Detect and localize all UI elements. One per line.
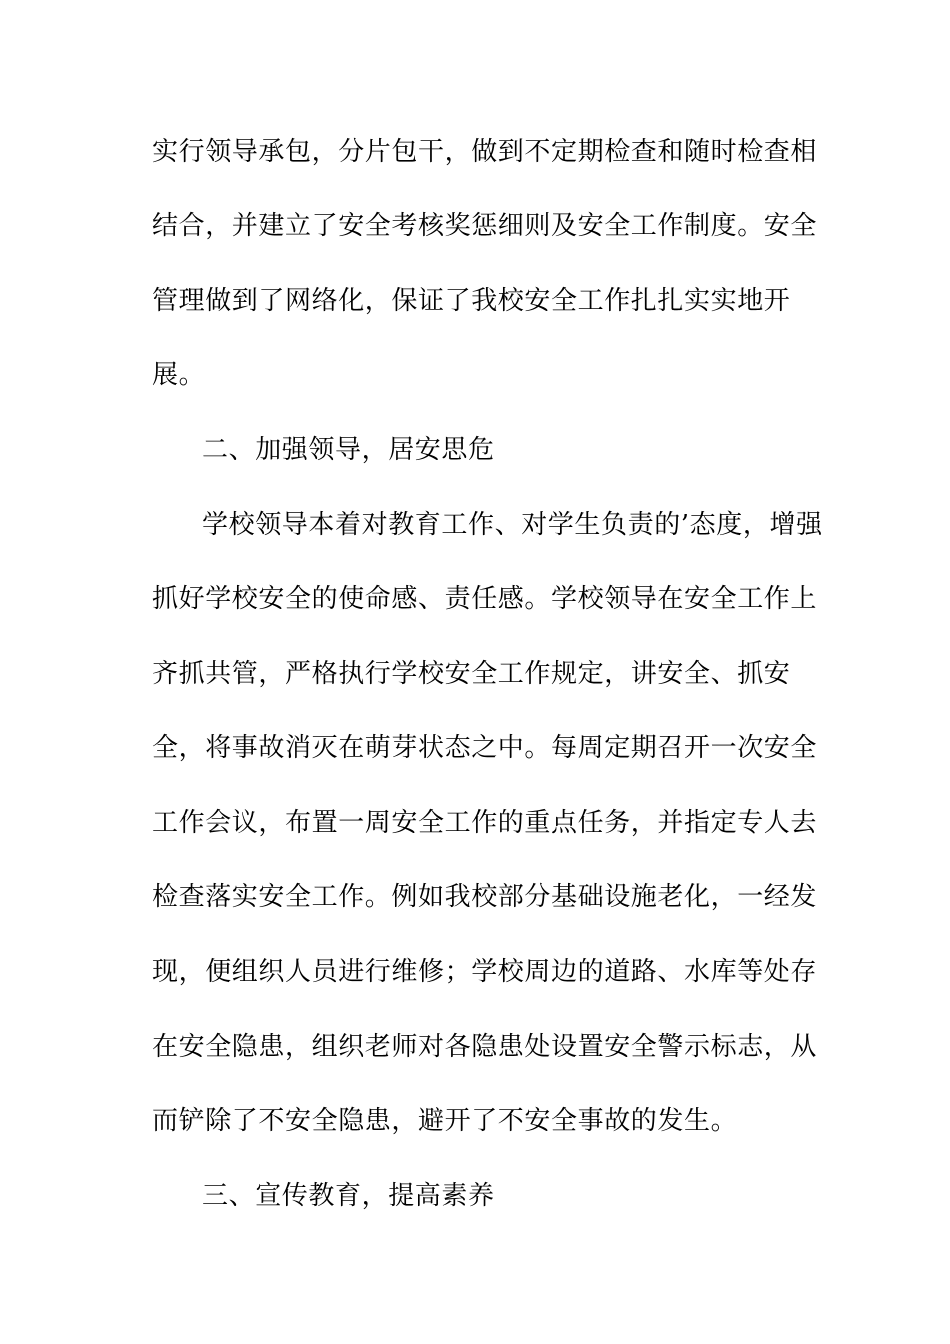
body-text-line: 在安全隐患，组织老师对各隐患处设置安全警示标志，从	[152, 1032, 818, 1062]
section-heading: 二、加强领导，居安思危	[202, 435, 495, 465]
body-text-line: 检查落实安全工作。例如我校部分基础设施老化，一经发	[152, 882, 818, 912]
body-text-line: 齐抓共管，严格执行学校安全工作规定，讲安全、抓安	[152, 659, 791, 689]
body-text-line: 而铲除了不安全隐患，避开了不安全事故的发生。	[152, 1106, 738, 1136]
section-heading: 三、宣传教育，提高素养	[202, 1181, 495, 1211]
body-text-line: 工作会议，布置一周安全工作的重点任务，并指定专人去	[152, 808, 818, 838]
body-text-line: 学校领导本着对教育工作、对学生负责的’态度，增强	[202, 510, 823, 540]
body-text-line: 全，将事故消灭在萌芽状态之中。每周定期召开一次安全	[152, 733, 818, 763]
body-text-line: 展。	[152, 360, 206, 390]
body-text-line: 结合，并建立了安全考核奖惩细则及安全工作制度。安全	[152, 211, 818, 241]
body-text-line: 现，便组织人员进行维修；学校周边的道路、水库等处存	[152, 957, 818, 987]
body-text-line: 实行领导承包，分片包干，做到不定期检查和随时检查相	[152, 137, 818, 167]
body-text-line: 管理做到了网络化，保证了我校安全工作扎扎实实地开	[152, 286, 791, 316]
body-text-line: 抓好学校安全的使命感、责任感。学校领导在安全工作上	[152, 584, 818, 614]
